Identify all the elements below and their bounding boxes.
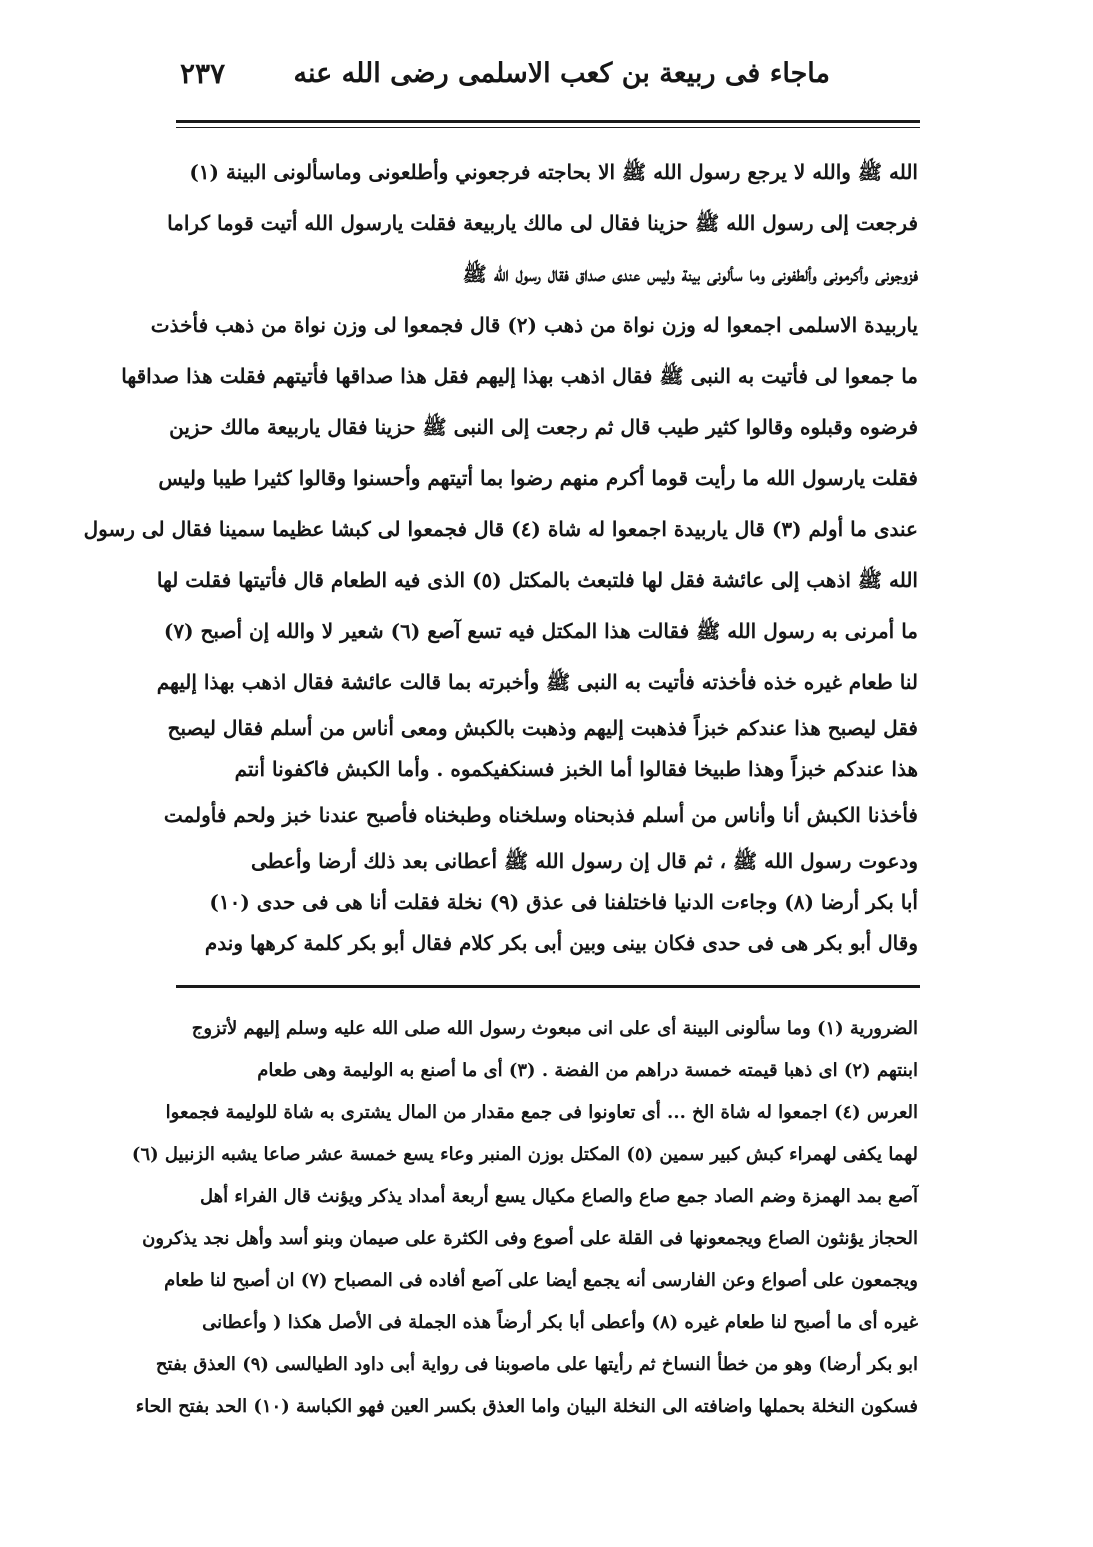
text-line: فزوجونى وأكرمونى وألطفونى وما سألونى بينة وليس عندى صداق فقال رسول الله ﷺ <box>462 262 918 286</box>
footnote-line: ابو بكر أرضا) وهو من خطأ النساخ ثم رأيتها على ماصوبنا فى رواية أبى داود الطيالسى (٩) العذق بفتح <box>155 1354 918 1375</box>
footnote-line: العرس (٤) اجمعوا له شاة الخ ... أى تعاونوا فى جمع مقدار من المال يشترى به شاة للوليمة فجمعوا <box>165 1102 918 1123</box>
text-line: الله ﷺ والله لا يرجع رسول الله ﷺ الا بحاجته فرجعوني وأطلعونى وماسألونى البينة (١) <box>189 160 918 184</box>
main-text <box>83 147 918 964</box>
text-line: عندى ما أولم (٣) قال ياربيدة اجمعوا له شاة (٤) قال فجمعوا لى كبشا عظيما سمينا فقال لى رسول <box>83 517 918 541</box>
text-line: أبا بكر أرضا (٨) وجاءت الدنيا فاختلفنا فى عذق (٩) نخلة فقلت أنا هى فى حدى (١٠) <box>209 890 918 914</box>
text-line: لنا طعام غيره خذه فأخذته فأتيت به النبى ﷺ وأخبرته بما قالت عائشة فقال اذهب بهذا إليهم <box>156 670 918 694</box>
text-line: ما جمعوا لى فأتيت به النبى ﷺ فقال اذهب بهذا إليهم فقل هذا صداقها فأتيتهم فقلت هذا صداقها <box>121 364 918 388</box>
header-title: ماجاء فى ربيعة بن كعب الاسلمى رضى الله عنه <box>293 57 830 89</box>
footnote-line: ابنتهم (٢) اى ذهبا قيمته خمسة دراهم من الفضة . (٣) أى ما أصنع به الوليمة وهى طعام <box>257 1060 918 1081</box>
header-rule <box>176 120 920 123</box>
footnote-line: غيره أى ما أصبح لنا طعام غيره (٨) وأعطى أبا بكر أرضاً هذه الجملة فى الأصل هكذا ( وأعطانى <box>202 1312 918 1333</box>
footnote-line: ويجمعون على أصواع وعن الفارسى أنه يجمع أيضا على آصع أفاده فى المصباح (٧) ان أصبح لنا طعام <box>164 1270 918 1291</box>
footnotes <box>131 1008 918 1428</box>
text-line: ياربيدة الاسلمى اجمعوا له وزن نواة من ذهب (٢) قال فجمعوا لى وزن نواة من ذهب فأخذت <box>150 313 918 337</box>
header-rule-thin <box>176 127 920 128</box>
text-line: فرجعت إلى رسول الله ﷺ حزينا فقال لى مالك ياربيعة فقلت يارسول الله أتيت قوما كراما <box>167 211 918 235</box>
text-line: ودعوت رسول الله ﷺ ، ثم قال إن رسول الله ﷺ أعطانى بعد ذلك أرضا وأعطى <box>250 849 918 873</box>
text-line: فقلت يارسول الله ما رأيت قوما أكرم منهم رضوا بما أتيتهم وأحسنوا وقالوا كثيرا طيبا وليس <box>158 466 918 490</box>
footnote-line: الحجاز يؤنثون الصاع ويجمعونها فى القلة على أصوع وفى الكثرة على صيمان وبنو أسد وأهل نجد يذكرون <box>142 1228 918 1249</box>
text-line: فقل ليصبح هذا عندكم خبزاً فذهبت إليهم وذهبت بالكبش ومعى أناس من أسلم فقال ليصبح <box>167 716 918 740</box>
text-line: الله ﷺ اذهب إلى عائشة فقل لها فلتبعث بالمكتل (٥) الذى فيه الطعام قال فأتيتها فقلت لها <box>156 568 918 592</box>
running-header <box>180 48 830 98</box>
page-number: ٢٣٧ <box>180 56 226 90</box>
text-line: فرضوه وقبلوه وقالوا كثير طيب قال ثم رجعت إلى النبى ﷺ حزينا فقال ياربيعة مالك حزين <box>169 415 918 439</box>
text-line: فأخذنا الكبش أنا وأناس من أسلم فذبحناه وسلخناه وطبخناه فأصبح عندنا خبز ولحم فأولمت <box>163 803 918 827</box>
footnote-line: آصع بمد الهمزة وضم الصاد جمع صاع والصاع مكيال يسع أربعة أمداد يذكر ويؤنث قال الفراء أهل <box>199 1186 918 1207</box>
footnote-line: فسكون النخلة بحملها واضافته الى النخلة البيان واما العذق بكسر العين فهو الكباسة (١٠) الحد بفتح الحاء <box>135 1396 918 1417</box>
footnote-line: الضرورية (١) وما سألونى البينة أى على انى مبعوث رسول الله صلى الله عليه وسلم إليهم لأتزوج <box>191 1018 918 1039</box>
footnote-rule <box>176 985 920 988</box>
text-line: وقال أبو بكر هى فى حدى فكان بينى وبين أبى بكر كلام فقال أبو بكر كلمة كرهها وندم <box>204 931 918 955</box>
footnote-line: لهما يكفى لهمراء كبش كبير سمين (٥) المكتل بوزن المنبر وعاء يسع خمسة عشر صاعا يشبه الزنبيل (٦) <box>131 1144 918 1165</box>
text-line: هذا عندكم خبزاً وهذا طبيخا فقالوا أما الخبز فسنكفيكموه . وأما الكبش فاكفونا أنتم <box>234 757 918 781</box>
text-line: ما أمرنى به رسول الله ﷺ فقالت هذا المكتل فيه تسع آصع (٦) شعير لا والله إن أصبح (٧) <box>163 619 918 643</box>
